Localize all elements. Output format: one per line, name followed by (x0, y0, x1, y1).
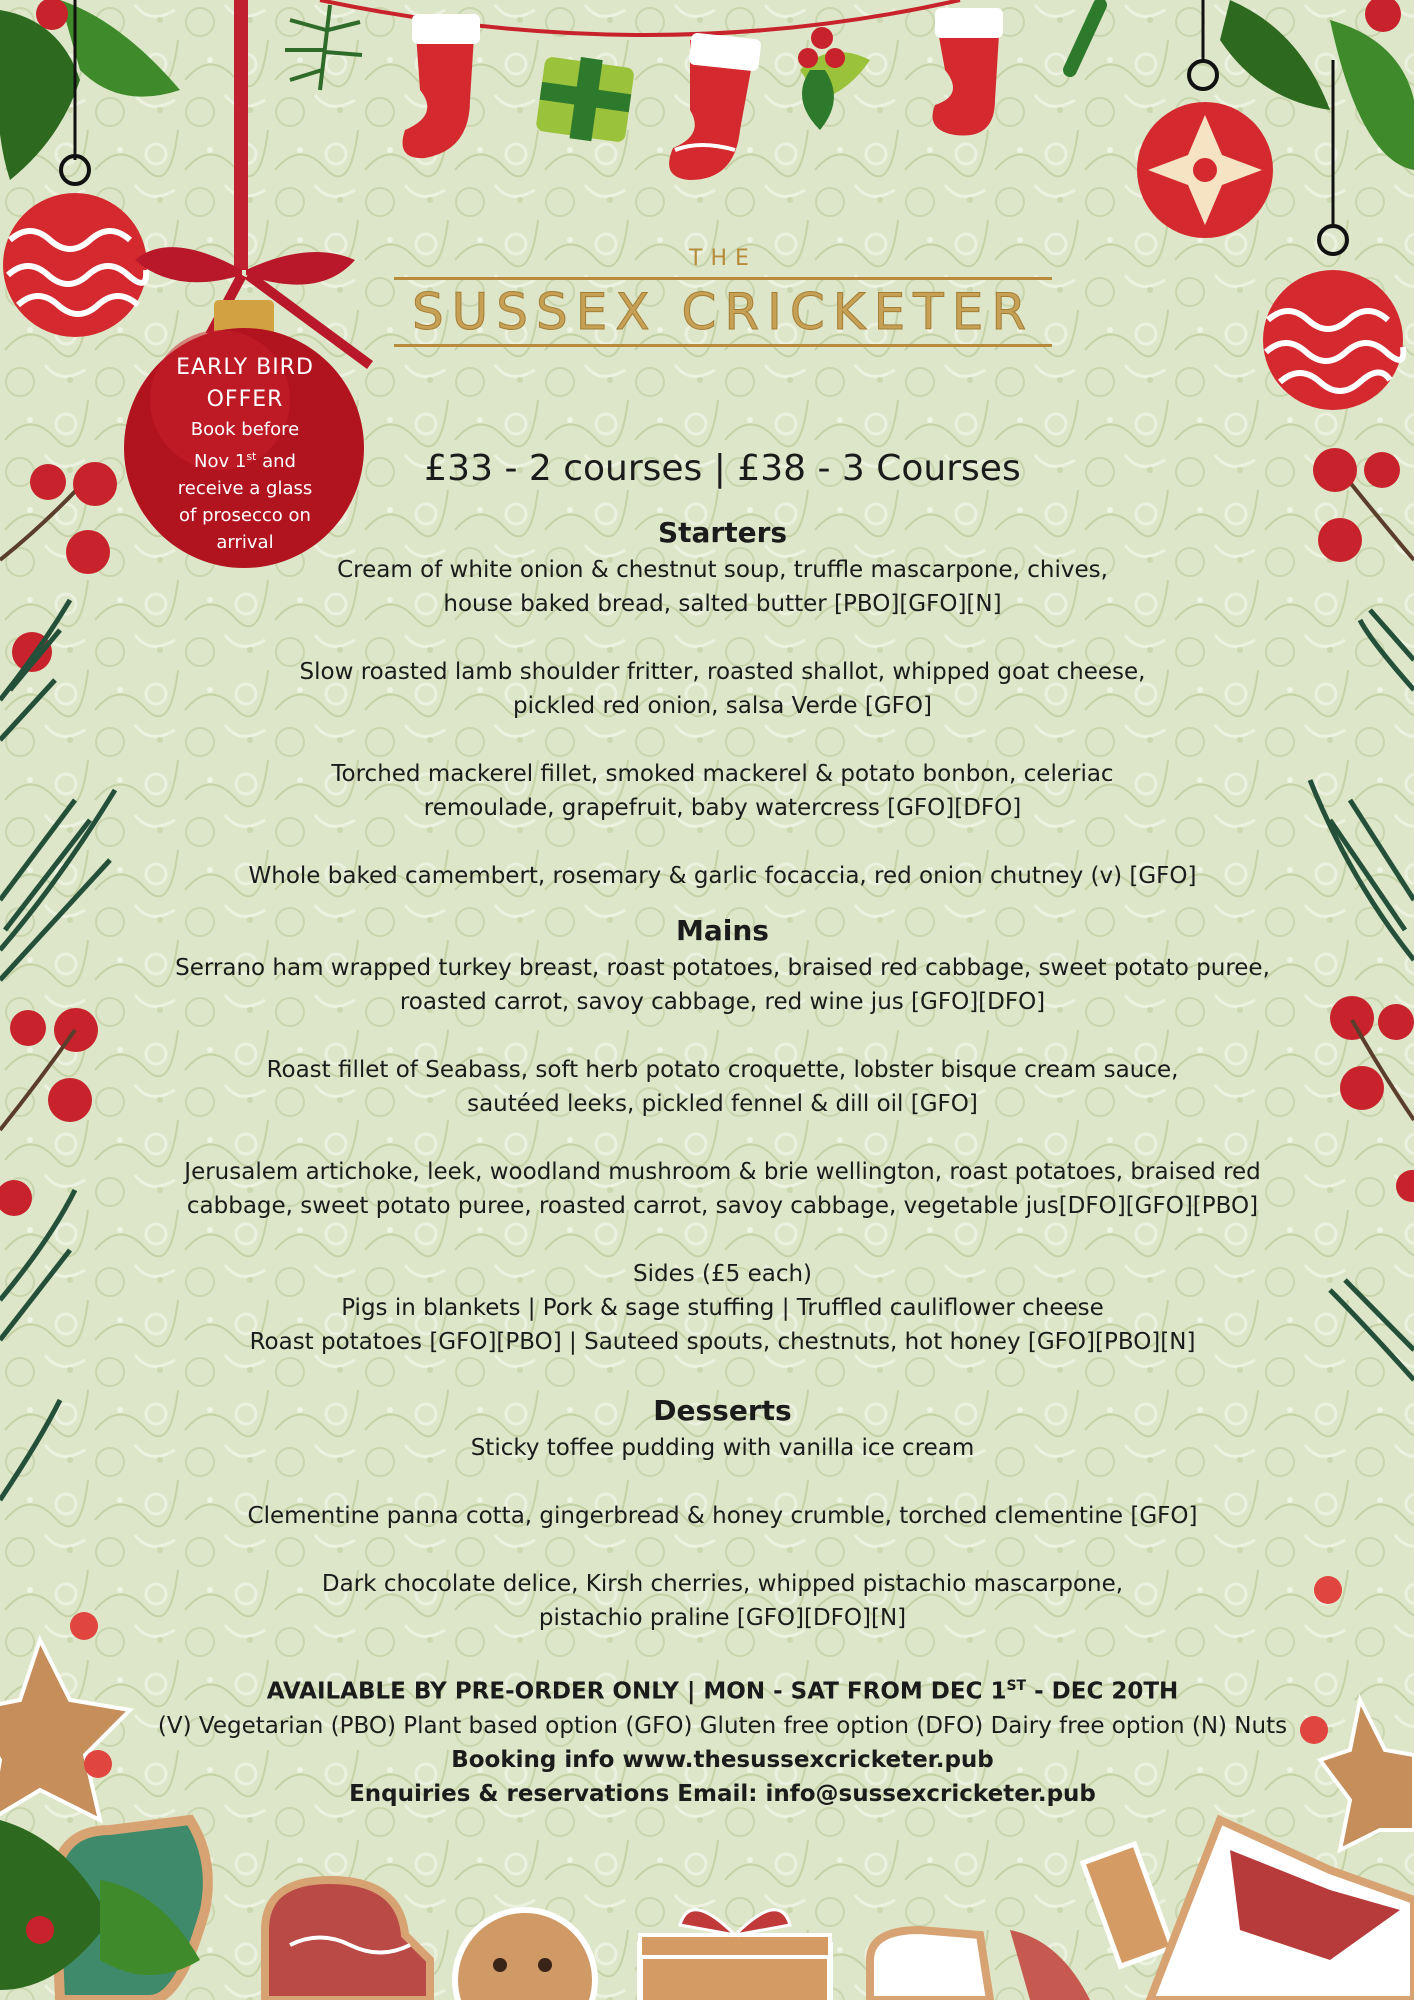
brand-logo (388, 246, 1058, 347)
early-bird-title-1: EARLY BIRD (176, 355, 314, 380)
brand-rule-bottom (394, 344, 1052, 347)
gift-icon (535, 56, 635, 143)
footer-info (120, 1669, 1325, 1811)
stocking-icon (403, 14, 481, 158)
pine-branch-icon (1310, 610, 1414, 1380)
menu-item: Jerusalem artichoke, leek, woodland mushroom & brie wellington, roast potatoes, braised red cabbage, sweet potato puree, roasted carrot, savoy cabbage, vegetable jus[DFO][GFO][PBO] (184, 1159, 1261, 1219)
sides-title: Sides (£5 each) (632, 1261, 813, 1287)
stocking-icon (933, 8, 1004, 136)
early-bird-line-2: Nov 1st and (194, 450, 296, 472)
holly-leaves-icon (0, 0, 180, 180)
pine-sprig-icon (285, 5, 362, 90)
early-bird-line-5: arrival (216, 532, 274, 553)
dietary-key: (V) Vegetarian (PBO) Plant based option (GFO) Gluten free option (DFO) Dairy free option (N) Nuts (157, 1712, 1288, 1739)
menu-item: Torched mackerel fillet, smoked mackerel & potato bonbon, celeriac remoulade, grapefruit, baby watercress [GFO][DFO] (331, 761, 1114, 821)
section-heading-desserts: Desserts (653, 1394, 792, 1427)
holly-icon (798, 27, 870, 130)
early-bird-line-4: of prosecco on (179, 505, 311, 526)
gingerbread-mitten-icon (265, 1880, 430, 2000)
brand-name: SUSSEX CRICKETER (411, 283, 1035, 341)
menu-item: Sticky toffee pudding with vanilla ice cream (470, 1435, 975, 1461)
gingerbread-man-icon (455, 1910, 595, 2000)
sides-row-2: Roast potatoes [GFO][PBO] | Sauteed spouts, chestnuts, hot honey [GFO][PBO][N] (249, 1329, 1196, 1355)
booking-info: Booking info www.thesussexcricketer.pub (451, 1746, 994, 1773)
menu-item: Serrano ham wrapped turkey breast, roast potatoes, braised red cabbage, sweet potato puree, roasted carrot, savoy cabbage, red wine jus [GFO][DFO] (175, 955, 1270, 1015)
berry-branch-icon (0, 462, 117, 1216)
pine-branch-icon (0, 600, 115, 1500)
availability-note: AVAILABLE BY PRE-ORDER ONLY | MON - SAT FROM DEC 1ST - DEC 20TH (266, 1678, 1179, 1705)
menu-item: Clementine panna cotta, gingerbread & honey crumble, torched clementine [GFO] (247, 1503, 1198, 1529)
menu-item: Slow roasted lamb shoulder fritter, roasted shallot, whipped goat cheese, pickled red onion, salsa Verde [GFO] (299, 659, 1146, 719)
early-bird-line-3: receive a glass (177, 478, 313, 499)
menu-item: Roast fillet of Seabass, soft herb potato croquette, lobster bisque cream sauce, sautéed leeks, pickled fennel & dill oil [GFO] (266, 1057, 1179, 1117)
ornament-icon (1263, 270, 1403, 410)
early-bird-title-2: OFFER (206, 387, 284, 412)
brand-the: THE (689, 246, 757, 271)
menu-body (120, 443, 1325, 1811)
candy-cane-icon (1070, 5, 1100, 70)
enquiries-info: Enquiries & reservations Email: info@sussexcricketer.pub (349, 1780, 1096, 1807)
early-bird-line-1: Book before (190, 419, 300, 440)
section-heading-starters: Starters (657, 516, 788, 549)
star-ornament-icon (1137, 102, 1273, 238)
section-heading-mains: Mains (676, 914, 769, 947)
pricing: £33 - 2 courses | £38 - 3 Courses (424, 448, 1021, 489)
sides-list (120, 1257, 1325, 1359)
sides-row-1: Pigs in blankets | Pork & sage stuffing | Truffled cauliflower cheese (341, 1295, 1104, 1321)
gingerbread-house-icon (870, 1820, 1414, 2000)
stocking-icon (669, 32, 761, 180)
menu-item: Whole baked camembert, rosemary & garlic focaccia, red onion chutney (v) [GFO] (248, 863, 1197, 889)
menu-item: Dark chocolate delice, Kirsh cherries, whipped pistachio mascarpone, pistachio praline [GFO][DFO][N] (321, 1571, 1124, 1631)
menu-item: Cream of white onion & chestnut soup, truffle mascarpone, chives, house baked bread, salted butter [PBO][GFO][N] (337, 557, 1108, 617)
ornament-icon (3, 193, 147, 337)
gingerbread-gift-icon (640, 1910, 830, 2000)
